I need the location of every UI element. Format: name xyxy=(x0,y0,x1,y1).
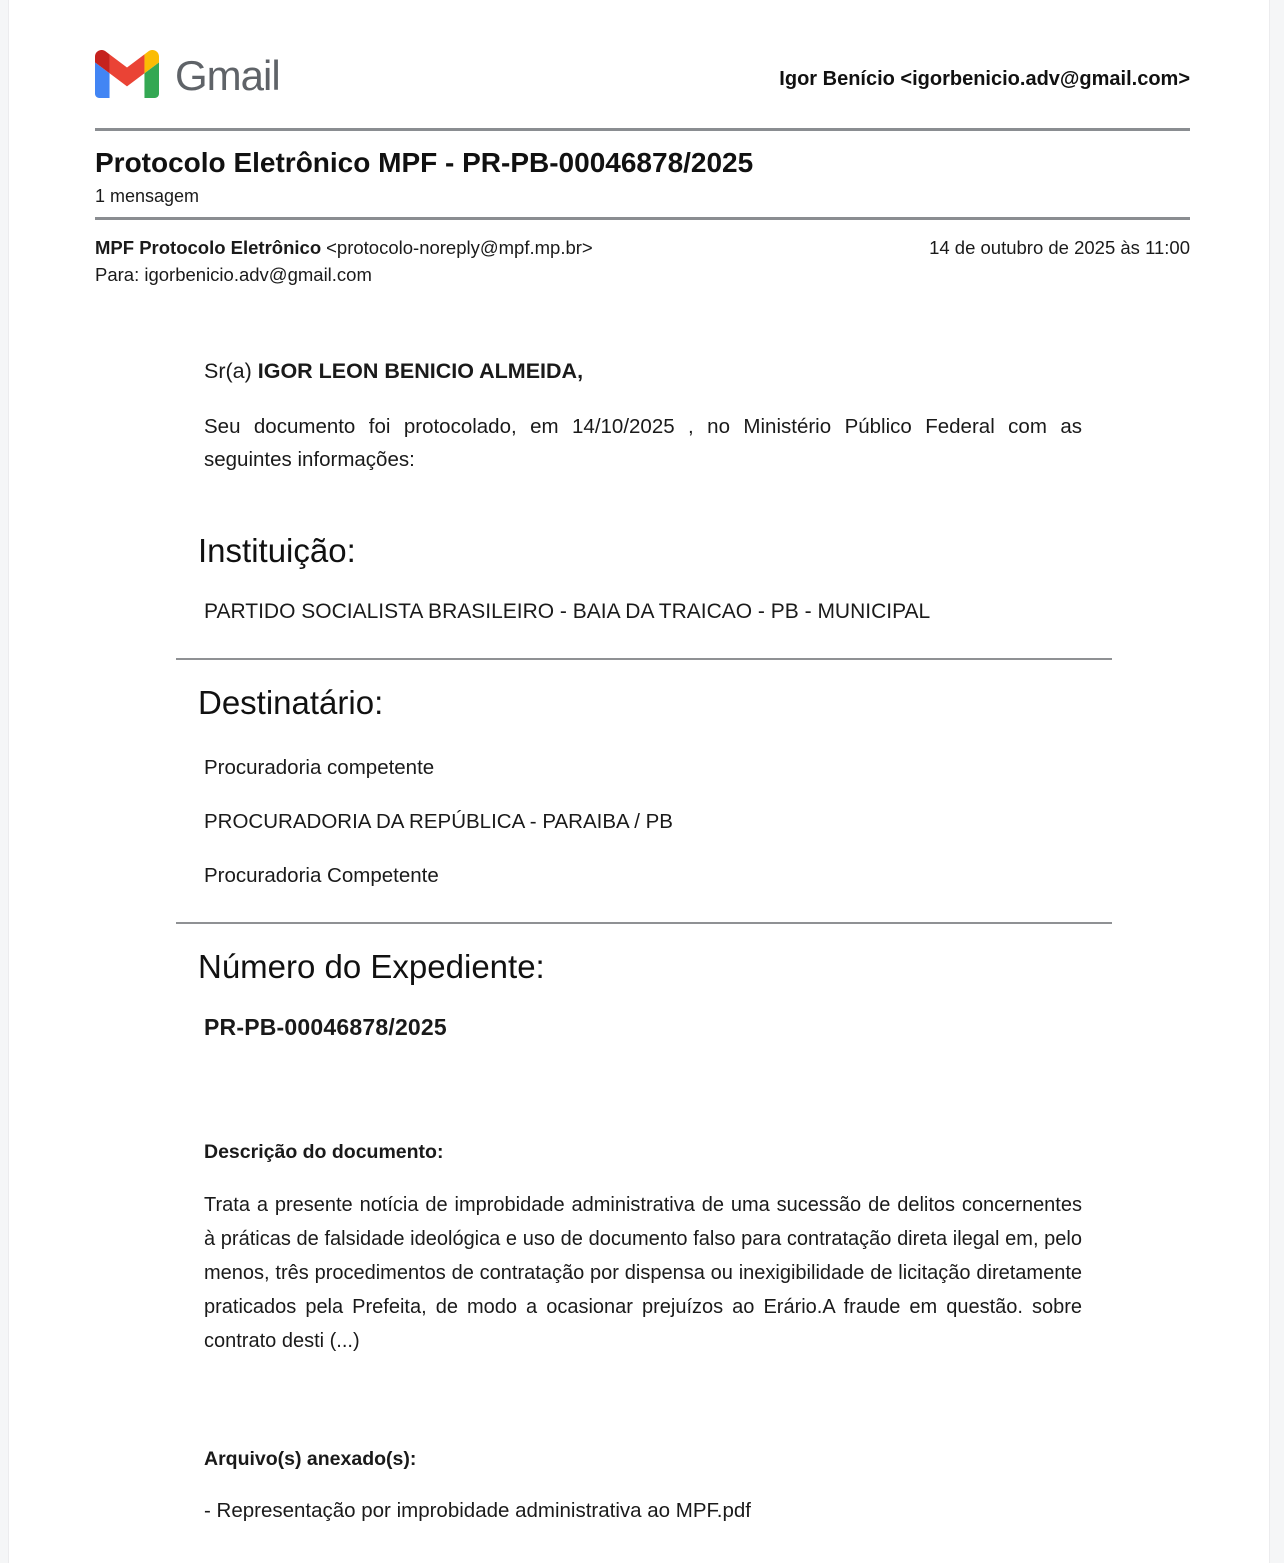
institution-heading: Instituição: xyxy=(198,531,356,569)
sender-name: MPF Protocolo Eletrônico xyxy=(95,237,322,258)
recipient-heading: Destinatário: xyxy=(198,683,384,721)
sender-email: <protocolo-noreply@mpf.mp.br> xyxy=(326,237,593,258)
section-divider-institution xyxy=(176,658,1112,660)
recipient-line: Procuradoria competente xyxy=(204,755,435,779)
account-email: Igor Benício <igorbenicio.adv@gmail.com> xyxy=(779,68,1190,90)
recipient-line: PROCURADORIA DA REPÚBLICA - PARAIBA / PB xyxy=(204,809,673,833)
sender-line xyxy=(95,235,593,262)
sender-block xyxy=(95,235,593,289)
expediente-number: PR-PB-00046878/2025 xyxy=(204,1013,447,1040)
institution-value: PARTIDO SOCIALISTA BRASILEIRO - BAIA DA TRAICAO - PB - MUNICIPAL xyxy=(204,599,931,623)
to-line: Para: igorbenicio.adv@gmail.com xyxy=(95,263,372,285)
attachment-item: - Representação por improbidade administrativa ao MPF.pdf xyxy=(204,1498,751,1522)
gmail-wordmark: Gmail xyxy=(175,52,280,99)
greeting-prefix: Sr(a) xyxy=(204,358,258,383)
message-date: 14 de outubro de 2025 às 11:00 xyxy=(929,237,1190,258)
message-meta xyxy=(95,235,1190,289)
expediente-heading: Número do Expediente: xyxy=(198,947,545,985)
description-label: Descrição do documento: xyxy=(204,1140,444,1163)
message-count: 1 mensagem xyxy=(95,186,200,206)
gmail-header xyxy=(95,0,1190,98)
header-divider xyxy=(95,128,1190,131)
gmail-logo-icon xyxy=(95,50,159,98)
thread-subject: Protocolo Eletrônico MPF - PR-PB-00046878/2025 xyxy=(95,147,754,178)
gmail-logo xyxy=(95,50,280,98)
section-divider-recipient xyxy=(176,922,1112,924)
email-print-page xyxy=(8,0,1270,1563)
subject-divider xyxy=(95,217,1190,220)
recipient-line: Procuradoria Competente xyxy=(204,863,439,887)
intro-paragraph: Seu documento foi protocolado, em 14/10/2025 , no Ministério Público Federal com as seguintes informações: xyxy=(204,414,1082,471)
attachments-label: Arquivo(s) anexado(s): xyxy=(204,1447,417,1470)
greeting-name: IGOR LEON BENICIO ALMEIDA, xyxy=(257,358,584,383)
greeting xyxy=(204,359,1082,384)
message-body xyxy=(198,358,1082,1523)
description-text: Trata a presente notícia de improbidade administrativa de uma sucessão de delitos concernentes à práticas de falsidade ideológica e uso de documento falso para contratação direta ilegal em, pelo menos, três procedimentos de contratação por dispensa ou inexigibilidade de licitação diretamente praticados pela Prefeita, de modo a ocasionar prejuízos ao Erário.A fraude em questão. sobre contrato desti (...) xyxy=(204,1193,1082,1352)
